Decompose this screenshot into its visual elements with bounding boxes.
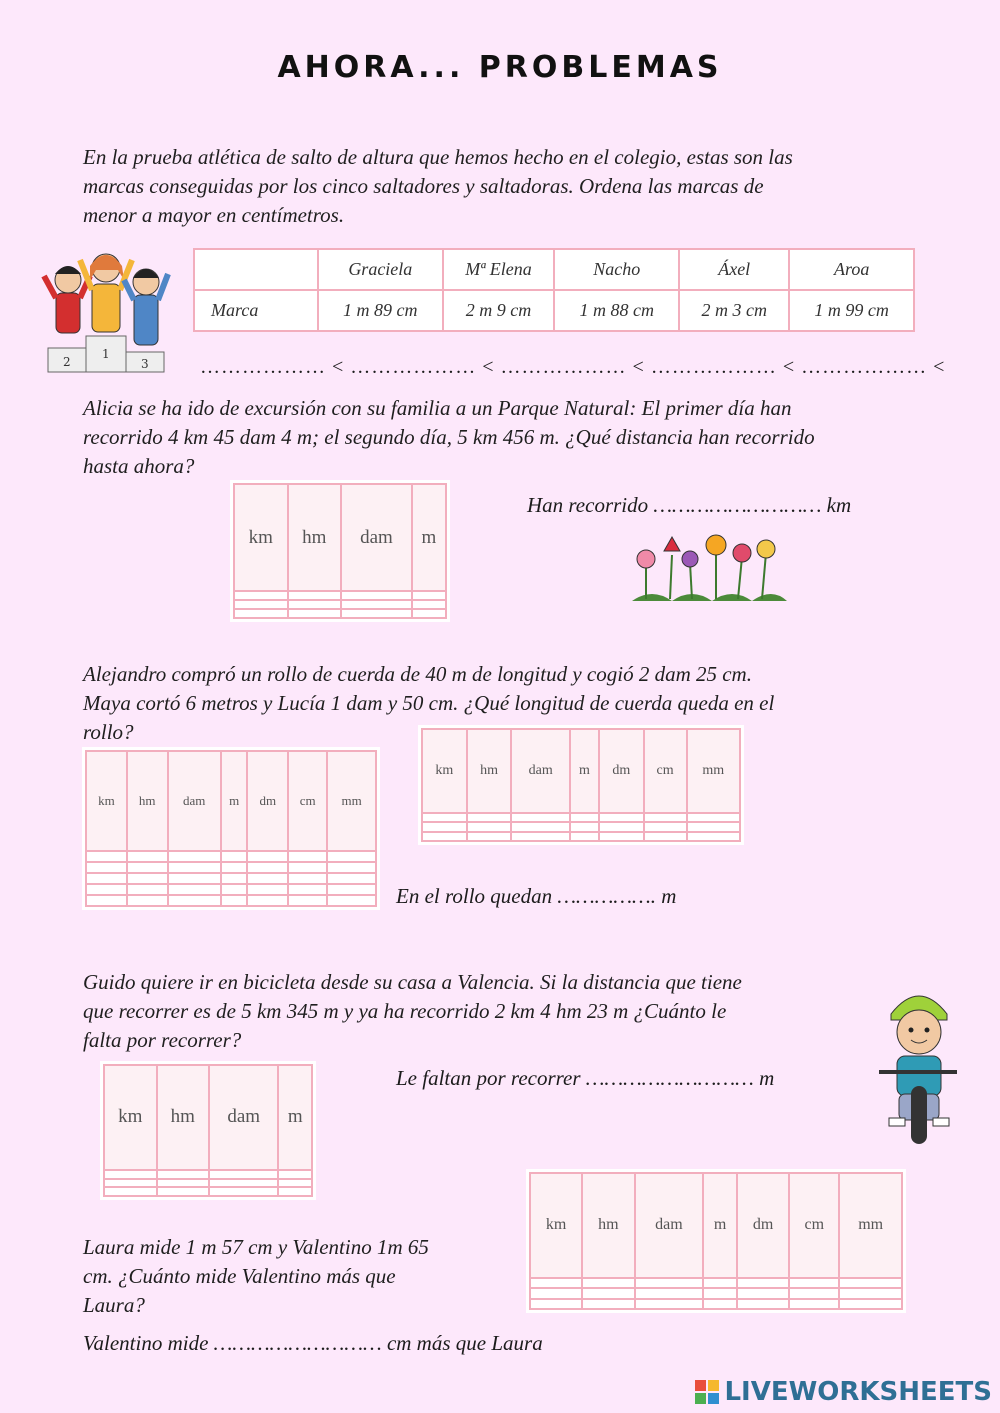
liveworksheets-logo-icon: [694, 1379, 720, 1405]
unit-input-cell[interactable]: [168, 851, 221, 862]
cyclist-illustration: [873, 984, 963, 1149]
unit-table-row: [530, 1278, 902, 1288]
unit-input-cell[interactable]: [570, 832, 599, 841]
unit-table-p2: [233, 483, 447, 619]
unit-input-cell[interactable]: [687, 822, 740, 831]
unit-header-cell: m: [221, 751, 248, 851]
p2-answer[interactable]: Han recorrido ……………………… km: [527, 493, 852, 517]
problem-3-line: Maya cortó 6 metros y Lucía 1 dam y 50 cm. ¿Qué longitud de cuerda queda en el: [83, 691, 775, 715]
unit-header-cell: dam: [341, 484, 412, 591]
problem-2-line: hasta ahora?: [83, 454, 195, 478]
unit-input-cell[interactable]: [467, 813, 512, 822]
unit-header-cell: dam: [168, 751, 221, 851]
problem-5-line: Laura mide 1 m 57 cm y Valentino 1m 65: [83, 1235, 429, 1259]
unit-input-cell[interactable]: [104, 1187, 157, 1196]
unit-input-cell[interactable]: [168, 884, 221, 895]
unit-input-cell[interactable]: [703, 1288, 737, 1298]
unit-input-cell[interactable]: [168, 862, 221, 873]
unit-input-cell[interactable]: [327, 884, 376, 895]
problem-2-line: Alicia se ha ido de excursión con su familia a un Parque Natural: El primer día han: [83, 396, 792, 420]
unit-input-cell[interactable]: [635, 1299, 704, 1309]
unit-table-row: [86, 851, 376, 862]
unit-header-cell: cm: [644, 729, 687, 813]
unit-table-header: [234, 484, 446, 591]
unit-input-cell[interactable]: [789, 1288, 839, 1298]
unit-input-cell[interactable]: [86, 851, 127, 862]
unit-input-cell[interactable]: [127, 862, 168, 873]
unit-header-cell: km: [234, 484, 288, 591]
problem-3-line: rollo?: [83, 720, 134, 744]
unit-input-cell[interactable]: [247, 873, 288, 884]
unit-header-cell: dam: [209, 1065, 278, 1170]
athlete-mark: 2 m 9 cm: [443, 290, 555, 331]
unit-table-header: [104, 1065, 312, 1170]
athlete-mark: 2 m 3 cm: [679, 290, 789, 331]
unit-input-cell[interactable]: [703, 1299, 737, 1309]
unit-input-cell[interactable]: [157, 1187, 210, 1196]
unit-header-cell: dm: [737, 1173, 789, 1278]
problem-5-text: [83, 1233, 429, 1320]
unit-input-cell[interactable]: [288, 600, 342, 609]
problem-5-line: Laura?: [83, 1293, 145, 1317]
unit-input-cell[interactable]: [839, 1278, 902, 1288]
unit-input-cell[interactable]: [104, 1170, 157, 1179]
unit-input-cell[interactable]: [341, 609, 412, 618]
unit-input-cell[interactable]: [599, 832, 644, 841]
unit-input-cell[interactable]: [687, 832, 740, 841]
unit-input-cell[interactable]: [412, 591, 446, 600]
unit-input-cell[interactable]: [644, 832, 687, 841]
unit-input-cell[interactable]: [422, 813, 467, 822]
unit-input-cell[interactable]: [168, 895, 221, 906]
unit-input-cell[interactable]: [127, 884, 168, 895]
podium-number: 2: [63, 355, 71, 369]
unit-input-cell[interactable]: [209, 1170, 278, 1179]
unit-input-cell[interactable]: [570, 822, 599, 831]
unit-input-cell[interactable]: [635, 1288, 704, 1298]
problem-1-line: menor a mayor en centímetros.: [83, 203, 345, 227]
unit-input-cell[interactable]: [288, 895, 327, 906]
unit-table-header: [86, 751, 376, 851]
unit-input-cell[interactable]: [582, 1278, 634, 1288]
unit-input-cell[interactable]: [86, 873, 127, 884]
unit-input-cell[interactable]: [635, 1278, 704, 1288]
unit-header-cell: hm: [157, 1065, 210, 1170]
problem-2-text: [83, 394, 815, 481]
athlete-name: Nacho: [554, 249, 679, 290]
order-answer-line[interactable]: ……………… < ……………… < ……………… < ……………… < ……………… <: [200, 356, 946, 378]
unit-input-cell[interactable]: [209, 1179, 278, 1188]
unit-input-cell[interactable]: [278, 1179, 312, 1188]
problem-4-line: falta por recorrer?: [83, 1028, 242, 1052]
marks-table-corner: [194, 249, 318, 290]
unit-input-cell[interactable]: [511, 813, 570, 822]
unit-input-cell[interactable]: [599, 813, 644, 822]
unit-header-cell: dm: [599, 729, 644, 813]
unit-table-row: [530, 1299, 902, 1309]
unit-header-cell: dam: [511, 729, 570, 813]
unit-input-cell[interactable]: [737, 1278, 789, 1288]
athlete-name: Áxel: [679, 249, 789, 290]
athlete-mark: 1 m 99 cm: [789, 290, 914, 331]
unit-input-cell[interactable]: [127, 895, 168, 906]
unit-input-cell[interactable]: [789, 1278, 839, 1288]
unit-header-cell: cm: [789, 1173, 839, 1278]
p5-answer[interactable]: Valentino mide ……………………… cm más que Laura: [83, 1331, 543, 1355]
unit-input-cell[interactable]: [687, 813, 740, 822]
unit-table-row: [86, 895, 376, 906]
unit-header-cell: mm: [687, 729, 740, 813]
unit-table-row: [86, 884, 376, 895]
unit-input-cell[interactable]: [530, 1288, 582, 1298]
unit-table-header: [422, 729, 740, 813]
unit-input-cell[interactable]: [703, 1278, 737, 1288]
unit-input-cell[interactable]: [467, 822, 512, 831]
unit-header-cell: km: [422, 729, 467, 813]
unit-input-cell[interactable]: [86, 895, 127, 906]
unit-header-cell: hm: [127, 751, 168, 851]
unit-header-cell: mm: [839, 1173, 902, 1278]
unit-table-row: [530, 1288, 902, 1298]
unit-table-header: [530, 1173, 902, 1278]
unit-input-cell[interactable]: [247, 895, 288, 906]
unit-header-cell: m: [412, 484, 446, 591]
unit-header-cell: hm: [288, 484, 342, 591]
unit-input-cell[interactable]: [288, 591, 342, 600]
unit-table-row: [422, 822, 740, 831]
unit-input-cell[interactable]: [221, 884, 248, 895]
podium-number: 3: [141, 357, 149, 371]
marks-row-label: Marca: [194, 290, 318, 331]
unit-table-p3a: [85, 750, 377, 907]
unit-table-row: [104, 1179, 312, 1188]
unit-input-cell[interactable]: [247, 862, 288, 873]
unit-header-cell: km: [530, 1173, 582, 1278]
unit-input-cell[interactable]: [288, 884, 327, 895]
unit-header-cell: mm: [327, 751, 376, 851]
unit-input-cell[interactable]: [570, 813, 599, 822]
p3-answer[interactable]: En el rollo quedan ……………. m: [396, 884, 677, 908]
athlete-mark: 1 m 88 cm: [554, 290, 679, 331]
athlete-name: Aroa: [789, 249, 914, 290]
unit-header-cell: km: [86, 751, 127, 851]
unit-input-cell[interactable]: [341, 600, 412, 609]
unit-input-cell[interactable]: [644, 822, 687, 831]
unit-input-cell[interactable]: [530, 1278, 582, 1288]
athlete-mark: 1 m 89 cm: [318, 290, 443, 331]
problem-5-line: cm. ¿Cuánto mide Valentino más que: [83, 1264, 396, 1288]
unit-header-cell: hm: [582, 1173, 634, 1278]
unit-table-row: [86, 862, 376, 873]
unit-input-cell[interactable]: [839, 1299, 902, 1309]
unit-input-cell[interactable]: [644, 813, 687, 822]
unit-input-cell[interactable]: [327, 895, 376, 906]
unit-table-row: [104, 1187, 312, 1196]
podium-number: 1: [102, 347, 110, 361]
unit-table-p5: [529, 1172, 903, 1310]
unit-table-row: [422, 832, 740, 841]
unit-input-cell[interactable]: [737, 1299, 789, 1309]
unit-input-cell[interactable]: [530, 1299, 582, 1309]
marks-table: [193, 248, 915, 332]
unit-table-row: [234, 600, 446, 609]
unit-input-cell[interactable]: [278, 1170, 312, 1179]
unit-input-cell[interactable]: [737, 1288, 789, 1298]
unit-input-cell[interactable]: [467, 832, 512, 841]
unit-table-row: [104, 1170, 312, 1179]
unit-input-cell[interactable]: [221, 862, 248, 873]
problem-4-line: que recorrer es de 5 km 345 m y ya ha recorrido 2 km 4 hm 23 m ¿Cuánto le: [83, 999, 727, 1023]
unit-input-cell[interactable]: [247, 884, 288, 895]
unit-input-cell[interactable]: [234, 609, 288, 618]
unit-input-cell[interactable]: [209, 1187, 278, 1196]
unit-header-cell: cm: [288, 751, 327, 851]
unit-input-cell[interactable]: [127, 873, 168, 884]
unit-input-cell[interactable]: [599, 822, 644, 831]
unit-input-cell[interactable]: [288, 609, 342, 618]
unit-input-cell[interactable]: [341, 591, 412, 600]
unit-input-cell[interactable]: [221, 895, 248, 906]
unit-header-cell: m: [703, 1173, 737, 1278]
unit-input-cell[interactable]: [247, 851, 288, 862]
unit-header-cell: m: [570, 729, 599, 813]
unit-table-p3b: [421, 728, 741, 842]
unit-input-cell[interactable]: [288, 862, 327, 873]
unit-input-cell[interactable]: [412, 600, 446, 609]
unit-table-p4: [103, 1064, 313, 1197]
unit-header-cell: dam: [635, 1173, 704, 1278]
unit-input-cell[interactable]: [511, 822, 570, 831]
unit-input-cell[interactable]: [288, 873, 327, 884]
unit-header-cell: dm: [247, 751, 288, 851]
p4-answer[interactable]: Le faltan por recorrer ……………………… m: [396, 1066, 775, 1090]
unit-input-cell[interactable]: [86, 862, 127, 873]
problem-3-line: Alejandro compró un rollo de cuerda de 40 m de longitud y cogió 2 dam 25 cm.: [83, 662, 752, 686]
problem-1-line: marcas conseguidas por los cinco saltadores y saltadoras. Ordena las marcas de: [83, 174, 764, 198]
unit-input-cell[interactable]: [422, 832, 467, 841]
page-title: AHORA... PROBLEMAS: [277, 50, 723, 85]
athlete-name: Mª Elena: [443, 249, 555, 290]
unit-input-cell[interactable]: [157, 1170, 210, 1179]
problem-4-line: Guido quiere ir en bicicleta desde su casa a Valencia. Si la distancia que tiene: [83, 970, 742, 994]
problem-1-line: En la prueba atlética de salto de altura que hemos hecho en el colegio, estas son las: [83, 145, 793, 169]
unit-input-cell[interactable]: [327, 851, 376, 862]
unit-input-cell[interactable]: [839, 1288, 902, 1298]
unit-input-cell[interactable]: [582, 1288, 634, 1298]
unit-input-cell[interactable]: [288, 851, 327, 862]
kids-podium-illustration: [40, 240, 175, 375]
unit-input-cell[interactable]: [422, 822, 467, 831]
unit-table-row: [86, 873, 376, 884]
athlete-name: Graciela: [318, 249, 443, 290]
unit-input-cell[interactable]: [234, 600, 288, 609]
unit-input-cell[interactable]: [327, 873, 376, 884]
unit-input-cell[interactable]: [789, 1299, 839, 1309]
unit-input-cell[interactable]: [511, 832, 570, 841]
unit-header-cell: hm: [467, 729, 512, 813]
problem-4-text: [83, 968, 742, 1055]
brand-name: LIVEWORKSHEETS: [724, 1377, 992, 1407]
unit-input-cell[interactable]: [278, 1187, 312, 1196]
unit-table-row: [234, 591, 446, 600]
unit-table-row: [234, 609, 446, 618]
unit-input-cell[interactable]: [168, 873, 221, 884]
unit-table-row: [422, 813, 740, 822]
unit-input-cell[interactable]: [221, 873, 248, 884]
unit-header-cell: km: [104, 1065, 157, 1170]
unit-input-cell[interactable]: [104, 1179, 157, 1188]
unit-header-cell: m: [278, 1065, 312, 1170]
problem-2-line: recorrido 4 km 45 dam 4 m; el segundo día, 5 km 456 m. ¿Qué distancia han recorrido: [83, 425, 815, 449]
unit-input-cell[interactable]: [327, 862, 376, 873]
unit-input-cell[interactable]: [86, 884, 127, 895]
unit-input-cell[interactable]: [127, 851, 168, 862]
flowers-illustration: [632, 533, 787, 605]
unit-input-cell[interactable]: [234, 591, 288, 600]
problem-1-text: [83, 143, 793, 230]
liveworksheets-brand: [694, 1377, 992, 1407]
unit-input-cell[interactable]: [221, 851, 248, 862]
unit-input-cell[interactable]: [412, 609, 446, 618]
unit-input-cell[interactable]: [157, 1179, 210, 1188]
unit-input-cell[interactable]: [582, 1299, 634, 1309]
